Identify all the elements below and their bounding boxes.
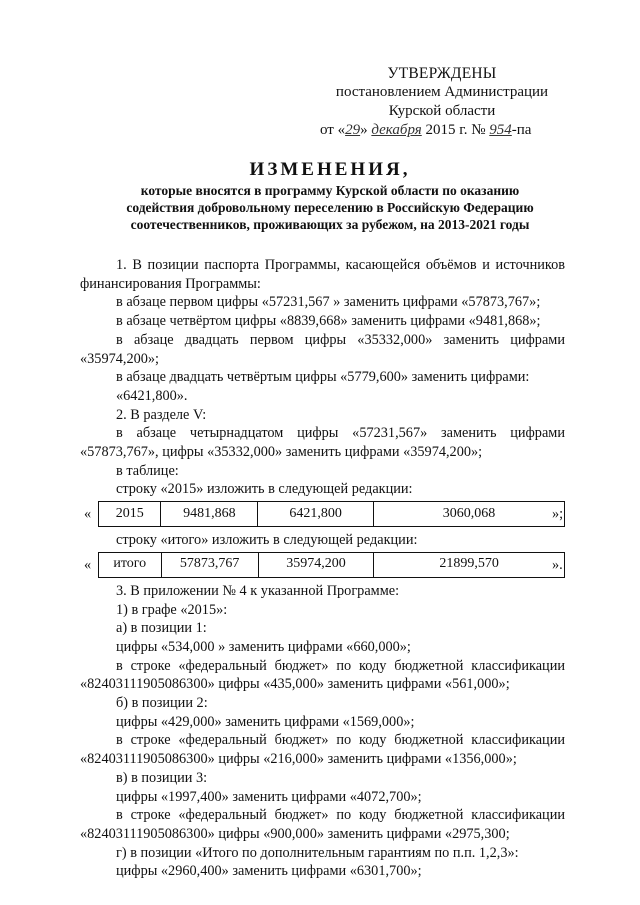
s1-paragraph-2: в абзаце первом цифры «57231,567 » заменить цифрами «57873,767»; [116, 294, 541, 311]
row-total-close-quote: ». [552, 556, 563, 573]
s3-item-a-1: цифры «534,000 » заменить цифрами «660,000»; [116, 638, 411, 655]
cell-total-total: 57873,767 [161, 552, 258, 577]
approval-title: УТВЕРЖДЕНЫ [387, 65, 497, 82]
title-line-1: которые вносятся в программу Курской области по оказанию [140, 183, 520, 198]
row-2015-close-quote: »; [552, 506, 564, 523]
cell-total-label: итого [99, 552, 162, 577]
row-2015-open-quote: « [84, 506, 92, 523]
s1-paragraph-4: в абзаце двадцать первом цифры «35332,000» заменить цифрами «35974,200»; [80, 331, 565, 367]
table-row-2015-line [80, 501, 565, 529]
cell-total-regional: 21899,570 [374, 552, 565, 577]
s3-paragraph-1: 3. В приложении № 4 к указанной Программе: [116, 582, 400, 599]
document-title [80, 158, 580, 233]
cell-total-federal: 35974,200 [258, 552, 374, 577]
s2-paragraph-3: в таблице: [116, 462, 179, 479]
s3-item-b-2: в строке «федеральный бюджет» по коду бюджетной классификации «82403111905086300» цифры «216,000» заменить цифрами «1356,000»; [80, 732, 565, 768]
title-line-3: соотечественников, проживающих за рубежом, на 2013-2021 годы [130, 217, 530, 232]
s1-paragraph-5: в абзаце двадцать четвёртым цифры «5779,600» заменить цифрами: [116, 369, 530, 386]
s2-paragraph-2: в абзаце четырнадцатом цифры «57231,567» заменить цифрами «57873,767», цифры «35332,000» заменить цифрами «35974,200»; [80, 425, 565, 461]
approval-date-line [312, 121, 572, 140]
approval-month: декабря [371, 122, 422, 138]
s3-item-d-1: цифры «2960,400» заменить цифрами «6301,700»; [116, 863, 422, 880]
date-prefix: от « [320, 122, 346, 138]
s3-item-c-head: в) в позиции 3: [116, 769, 208, 786]
title-line-2: содействия добровольному переселению в Российскую Федерацию [126, 200, 534, 215]
approval-line-2: Курской области [388, 103, 496, 119]
row-total-open-quote: « [84, 556, 92, 573]
cell-2015-federal: 6421,800 [258, 502, 374, 527]
s1-paragraph-3: в абзаце четвёртом цифры «8839,668» заменить цифрами «9481,868»; [116, 313, 541, 330]
s3-item-d-head: г) в позиции «Итого по дополнительным гарантиям по п.п. 1,2,3»: [116, 844, 519, 861]
approval-line-1: постановлением Администрации [335, 84, 549, 100]
approval-number: 954 [489, 122, 512, 138]
cell-2015-regional: 3060,068 [373, 502, 564, 527]
table-row-total-line [80, 552, 565, 580]
cell-2015-year: 2015 [99, 502, 161, 527]
s3-item-b-head: б) в позиции 2: [116, 695, 208, 712]
approval-block [312, 64, 572, 140]
s3-item-c-2: в строке «федеральный бюджет» по коду бюджетной классификации «82403111905086300» цифры «900,000» заменить цифрами «2975,300; [80, 807, 565, 842]
number-suffix: -па [511, 122, 532, 138]
approval-day: 29 [345, 122, 361, 138]
s3-item-c-1: цифры «1997,400» заменить цифрами «4072,700»; [116, 788, 422, 805]
s1-paragraph-5b: «6421,800». [116, 387, 188, 404]
cell-2015-total: 9481,868 [161, 502, 258, 527]
s3-item-a-head: а) в позиции 1: [116, 620, 207, 637]
date-year: 2015 г. № [421, 122, 490, 138]
table-row-total [98, 552, 565, 578]
title-heading: ИЗМЕНЕНИЯ, [249, 159, 411, 180]
date-mid: » [360, 122, 372, 138]
s1-paragraph-1: 1. В позиции паспорта Программы, касающейся объёмов и источников финансирования Программы: [80, 257, 565, 292]
table-row-2015 [98, 501, 565, 527]
s2-paragraph-4: строку «2015» изложить в следующей редакции: [116, 481, 413, 498]
s3-item-b-1: цифры «429,000» заменить цифрами «1569,000»; [116, 713, 415, 730]
s3-item-a-2: в строке «федеральный бюджет» по коду бюджетной классификации «82403111905086300» цифры «435,000» заменить цифрами «561,000»; [80, 657, 565, 693]
s2-paragraph-1: 2. В разделе V: [116, 406, 207, 423]
s2-paragraph-5: строку «итого» изложить в следующей редакции: [116, 532, 418, 549]
document-body [80, 256, 565, 881]
s3-paragraph-2: 1) в графе «2015»: [116, 601, 228, 618]
